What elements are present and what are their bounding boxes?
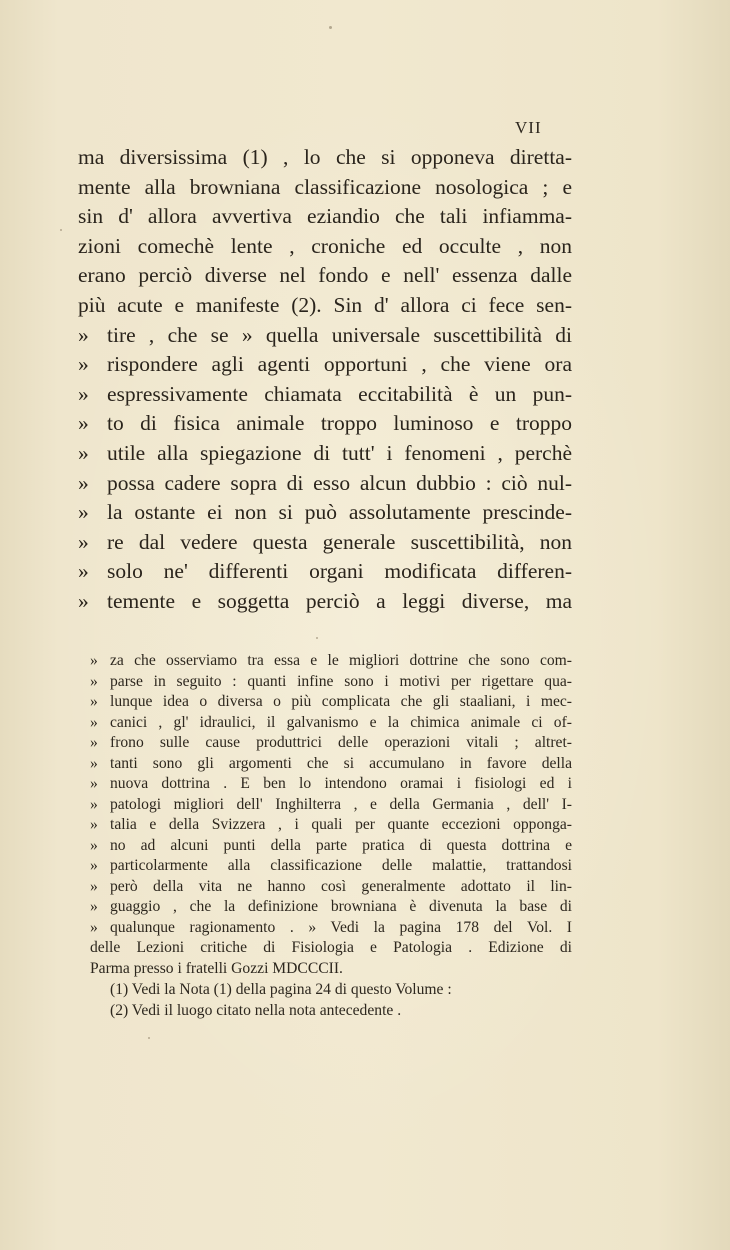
quoted-text-line: » temente e soggetta perciò a leggi diverse, ma — [78, 587, 572, 617]
quote-mark: » — [78, 588, 89, 613]
quoted-text-line: » re dal vedere questa generale suscettibilità, non — [78, 528, 572, 558]
footnote-line: » particolarmente alla classificazione delle malattie, trattandosi — [90, 856, 572, 877]
footnote-line: » lunque idea o diversa o più complicata che gli staaliani, i mec- — [90, 692, 572, 713]
quoted-text-line: » to di fisica animale troppo luminoso e troppo — [78, 409, 572, 439]
paper-speck — [316, 637, 318, 639]
quote-mark: » — [90, 816, 98, 833]
paper-speck — [148, 1037, 150, 1039]
quote-mark: » — [78, 381, 89, 406]
text-line: ma diversissima (1) , lo che si opponeva diretta- — [78, 145, 572, 169]
footnote-line: » canici , gl' idraulici, il galvanismo e la chimica animale ci of- — [90, 713, 572, 734]
quoted-text-line: » rispondere agli agenti opportuni , che viene ora — [78, 350, 572, 380]
footnote-line: » parse in seguito : quanti infine sono i motivi per rigettare qua- — [90, 672, 572, 693]
footnote-line: » qualunque ragionamento . » Vedi la pagina 178 del Vol. I — [90, 918, 572, 939]
text-line: sin d' allora avvertiva eziandio che tali infiamma- — [78, 204, 572, 229]
footnote-line: » però della vita ne hanno così generalmente adottato il lin- — [90, 877, 572, 898]
quote-mark: » — [90, 857, 98, 874]
quoted-text-line: » espressivamente chiamata eccitabilità è un pun- — [78, 380, 572, 410]
quote-mark: » — [90, 877, 98, 895]
text-line: erano perciò diverse nel fondo e nell' essenza dalle — [78, 263, 572, 288]
quote-mark: » — [90, 918, 98, 936]
footnote-line: » za che osserviamo tra essa e le migliori dottrine che sono com- — [90, 651, 572, 672]
quote-mark: » — [90, 754, 98, 772]
quote-mark: » — [90, 672, 98, 690]
footnote-2: (2) Vedi il luogo citato nella nota antecedente . — [110, 1002, 402, 1019]
quoted-text-line: » tire , che se » quella universale suscettibilità di — [78, 321, 572, 351]
quote-mark: » — [78, 500, 89, 525]
footnote-line: » patologi migliori dell' Inghilterra , e della Germania , dell' I- — [90, 795, 572, 816]
quote-mark: » — [90, 775, 98, 792]
quote-mark: » — [78, 411, 89, 436]
quote-mark: » — [78, 352, 89, 377]
footnote-line: » nuova dottrina . E ben lo intendono oramai i fisiologi ed i — [90, 774, 572, 795]
text-line: zioni comechè lente , croniche ed occulte , non — [78, 233, 572, 258]
paper-speck — [60, 229, 62, 231]
footnote-line: » tanti sono gli argomenti che si accumulano in favore della — [90, 754, 572, 775]
main-text-block — [78, 143, 572, 617]
quote-mark: » — [90, 652, 98, 669]
paper-speck — [329, 26, 332, 29]
text-line: più acute e manifeste (2). Sin d' allora ci fece sen- — [78, 292, 572, 317]
footnote-line: » guaggio , che la definizione browniana è divenuta la base di — [90, 897, 572, 918]
footnote-line: delle Lezioni critiche di Fisiologia e Patologia . Edizione di — [90, 939, 572, 956]
quote-mark: » — [78, 440, 89, 465]
quoted-text-line: » la ostante ei non si può assolutamente prescinde- — [78, 498, 572, 528]
quote-mark: » — [78, 470, 89, 495]
footnote-1: (1) Vedi la Nota (1) della pagina 24 di questo Volume : — [110, 981, 452, 998]
quote-mark: » — [78, 559, 89, 584]
quote-mark: » — [78, 529, 89, 554]
quote-mark: » — [90, 734, 98, 751]
footnote-line: » no ad alcuni punti della parte pratica di questa dottrina e — [90, 836, 572, 857]
footnote-line: » talia e della Svizzera , i quali per quante eccezioni opponga- — [90, 815, 572, 836]
quoted-text-line: » possa cadere sopra di esso alcun dubbio : ciò nul- — [78, 469, 572, 499]
quote-mark: » — [90, 713, 98, 731]
quoted-text-line: » solo ne' differenti organi modificata differen- — [78, 557, 572, 587]
footnote-block — [90, 651, 572, 1021]
quote-mark: » — [90, 693, 98, 710]
page-number: VII — [515, 118, 542, 137]
quote-mark: » — [78, 322, 89, 347]
quote-mark: » — [90, 795, 98, 813]
quoted-text-line: » utile alla spiegazione di tutt' i fenomeni , perchè — [78, 439, 572, 469]
quote-mark: » — [90, 836, 98, 854]
quote-mark: » — [90, 898, 98, 915]
footnote-line: » frono sulle cause produttrici delle operazioni vitali ; altret- — [90, 733, 572, 754]
footnote-line: Parma presso i fratelli Gozzi MDCCCII. — [90, 959, 343, 977]
text-line: mente alla browniana classificazione nosologica ; e — [78, 174, 572, 199]
